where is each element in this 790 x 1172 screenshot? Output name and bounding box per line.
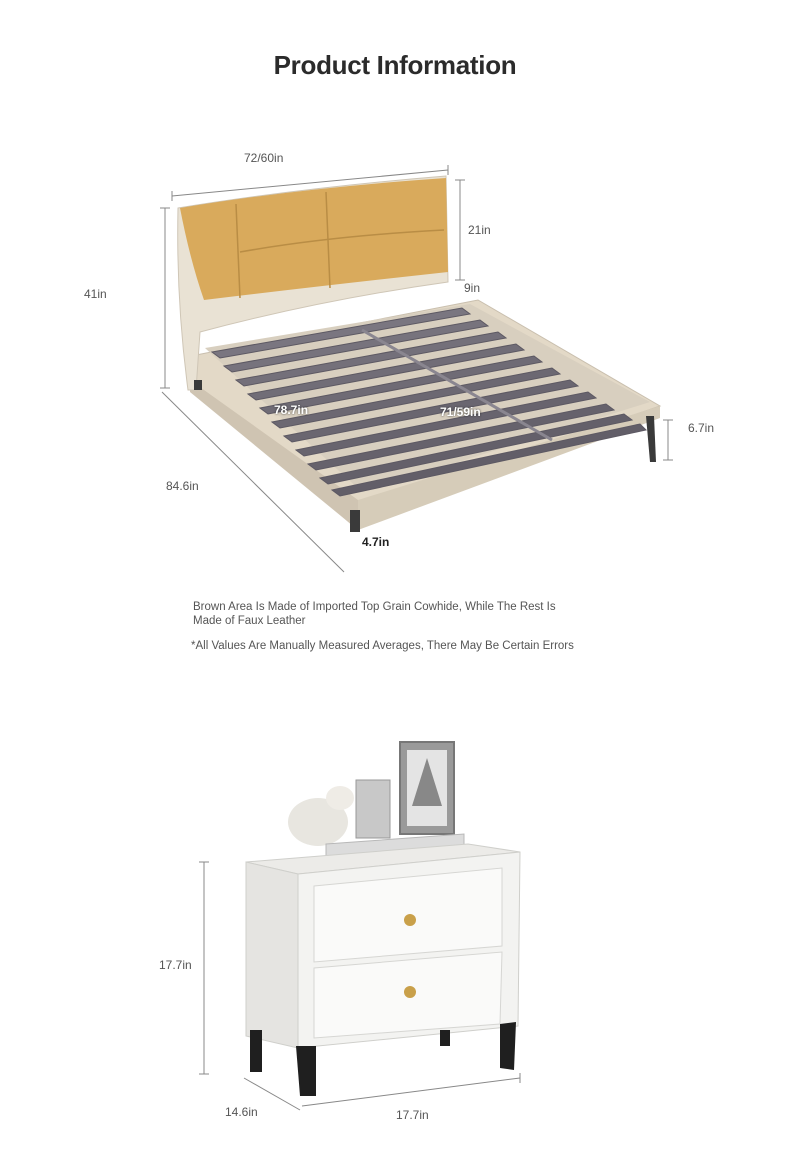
nightstand-body: [246, 844, 520, 1048]
dim-mattress-length: 78.7in: [274, 403, 309, 417]
dim-headboard-height: 21in: [468, 223, 491, 237]
dim-bed-total-height: 41in: [84, 287, 107, 301]
dim-leg-height: 6.7in: [688, 421, 715, 435]
page-title: Product Information: [273, 50, 517, 80]
dim-mattress-width: 71/59in: [440, 405, 481, 419]
dim-bed-length: 84.6in: [166, 479, 199, 493]
nightstand-decor: [288, 742, 464, 860]
dim-leg-width: 4.7in: [362, 535, 390, 549]
dim-nightstand-depth: 14.6in: [225, 1105, 258, 1119]
dim-bed-width-top: 72/60in: [244, 151, 284, 165]
measurement-disclaimer: *All Values Are Manually Measured Averages, There May Be Certain Errors: [191, 640, 574, 652]
material-note: Brown Area Is Made of Imported Top Grain Cowhide, While The Rest Is Made of Faux Leather: [193, 601, 556, 627]
dim-nightstand-height: 17.7in: [159, 958, 192, 972]
dim-nightstand-width: 17.7in: [396, 1108, 429, 1122]
dim-headboard-gap: 9in: [464, 281, 481, 295]
